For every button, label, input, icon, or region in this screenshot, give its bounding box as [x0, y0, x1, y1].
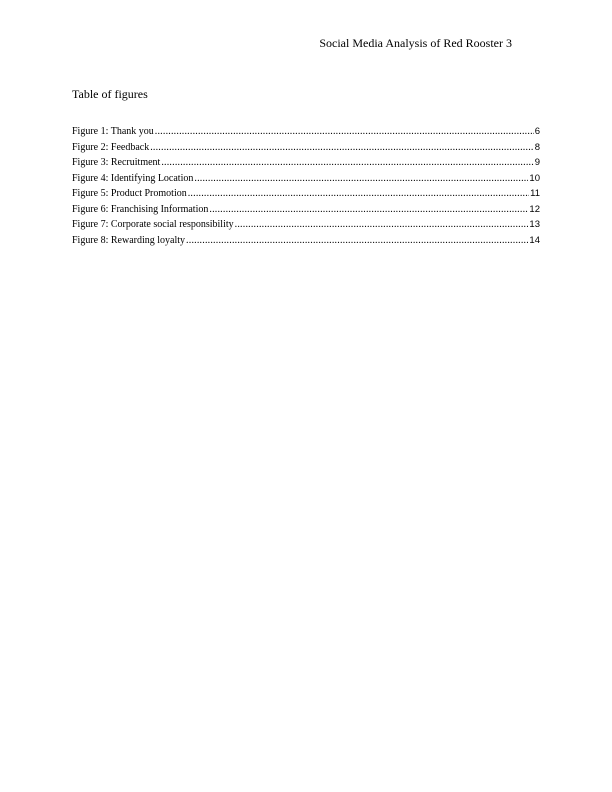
toc-entry[interactable] [72, 140, 540, 156]
toc-entry-label: Figure 8: Rewarding loyalty [72, 234, 186, 246]
toc-entry-page: 13 [529, 219, 540, 230]
toc-entry-label: Figure 1: Thank you [72, 126, 154, 137]
toc-entry[interactable] [72, 124, 540, 140]
toc-entry[interactable] [72, 202, 540, 218]
toc-entry-page: 8 [534, 141, 540, 153]
toc-entry[interactable] [72, 233, 540, 249]
toc-entry-page: 9 [534, 157, 540, 168]
running-header [319, 36, 512, 51]
header-title: Social Media Analysis of Red Rooster [319, 36, 503, 50]
toc-entry[interactable] [72, 155, 540, 171]
toc-dot-leader [161, 155, 533, 171]
toc-entry[interactable] [72, 186, 540, 202]
toc-entry-label: Figure 7: Corporate social responsibility [72, 219, 234, 230]
toc-entry-page: 11 [530, 188, 540, 199]
table-of-figures-list [72, 124, 540, 248]
toc-entry-page: 6 [534, 126, 540, 137]
toc-entry-page: 12 [529, 203, 540, 215]
toc-dot-leader [186, 233, 528, 249]
toc-entry[interactable] [72, 217, 540, 233]
toc-entry-label: Figure 3: Recruitment [72, 157, 161, 168]
toc-entry-label: Figure 6: Franchising Information [72, 203, 209, 215]
toc-dot-leader [150, 140, 534, 156]
toc-dot-leader [194, 171, 528, 187]
table-of-figures-heading: Table of figures [72, 87, 148, 101]
toc-dot-leader [235, 217, 529, 233]
toc-entry[interactable] [72, 171, 540, 187]
toc-entry-page: 10 [529, 172, 540, 184]
toc-entry-label: Figure 2: Feedback [72, 141, 150, 153]
toc-entry-label: Figure 4: Identifying Location [72, 172, 194, 184]
toc-entry-page: 14 [529, 234, 540, 246]
header-page-number: 3 [506, 36, 512, 50]
toc-dot-leader [188, 186, 529, 202]
toc-dot-leader [209, 202, 528, 218]
toc-dot-leader [155, 124, 534, 140]
toc-entry-label: Figure 5: Product Promotion [72, 188, 187, 199]
